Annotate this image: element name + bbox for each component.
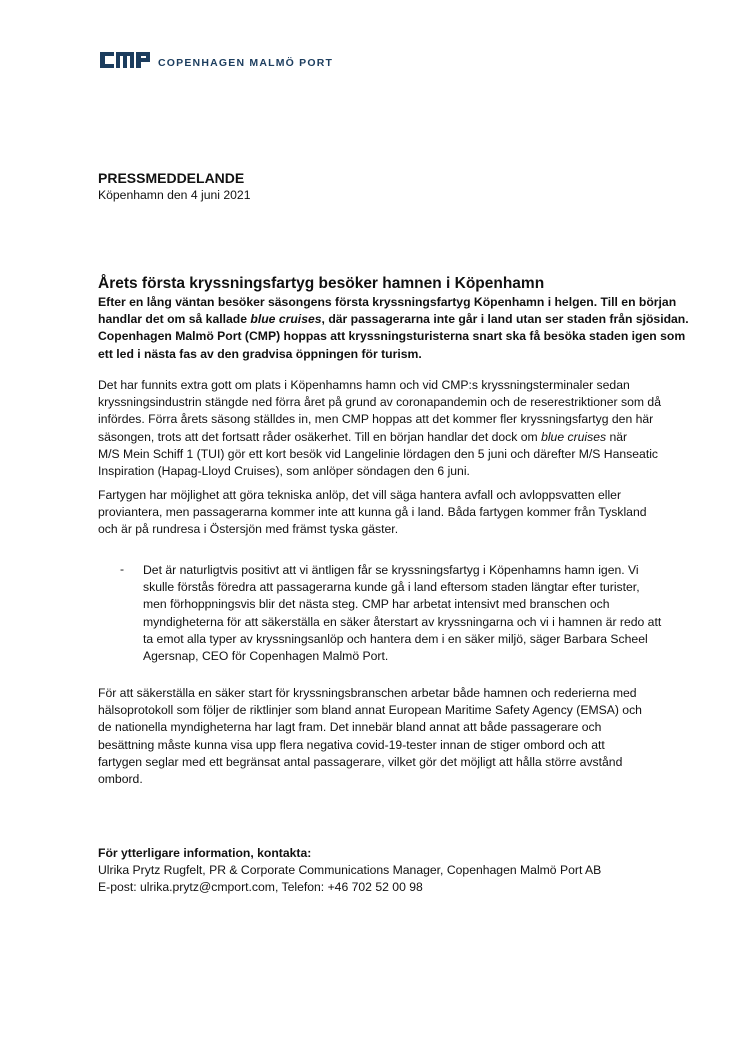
text-segment: de nationella myndigheterna har lagt fram. Det innebär bland annat att både passagerare och xyxy=(98,720,602,735)
cmp-logo xyxy=(100,50,333,70)
italic-term: blue cruises xyxy=(541,429,607,444)
text-line xyxy=(98,328,686,345)
paragraph-contact xyxy=(98,845,678,897)
text-segment: ta emot alla typer av kryssningsanlöp och hantera dem i en säker miljö, säger Barbara Scheel xyxy=(143,631,648,646)
text-segment: men förhoppningsvis blir det nästa steg. CMP har arbetat intensivt med branschen och xyxy=(143,597,610,612)
text-line xyxy=(98,311,689,328)
text-line xyxy=(98,702,678,719)
text-segment: fartygen seglar med ett begränsat antal passagerare, vilket gör det möjligt att hålla större avstånd xyxy=(98,754,623,769)
cmp-logo-mark-icon xyxy=(100,50,152,70)
text-segment: Det har funnits extra gott om plats i Köpenhamns hamn och vid CMP:s kryssningsterminaler sedan xyxy=(98,378,630,392)
text-line xyxy=(98,394,678,411)
paragraph-quote xyxy=(120,562,683,665)
text-segment: kryssningsindustrin stängde ned förra året på grund av coronapandemin och de reserestriktioner som då xyxy=(98,395,661,410)
press-date: Köpenhamn den 4 juni 2021 xyxy=(98,188,251,203)
text-line xyxy=(98,377,678,394)
paragraph-p1 xyxy=(98,377,678,480)
text-segment: proviantera, men passagerarna kommer inte att kunna gå i land. Båda fartygen kommer från Tyskland xyxy=(98,505,647,520)
text-segment: M/S Mein Schiff 1 (TUI) gör ett kort besök vid Langelinie lördagen den 5 juni och därefter M/S Hanseatic xyxy=(98,446,659,461)
text-segment: , där passagerarna inte går i land utan ser staden från sjösidan. xyxy=(321,312,689,327)
text-segment: För att säkerställa en säker start för kryssningsbranschen arbetar både hamnen och rederierna med xyxy=(98,686,637,700)
text-line xyxy=(143,596,683,613)
text-segment: Inspiration (Hapag-Lloyd Cruises), som anlöper söndagen den 6 juni. xyxy=(98,463,470,478)
text-line xyxy=(98,521,678,538)
text-line xyxy=(98,754,678,771)
text-segment: Ulrika Prytz Rugfelt, PR & Corporate Communications Manager, Copenhagen Malmö Port AB xyxy=(98,863,602,878)
logo-text: COPENHAGEN MALMÖ PORT xyxy=(158,57,334,69)
text-line xyxy=(143,579,683,596)
paragraph-p2 xyxy=(98,487,678,539)
text-line xyxy=(143,648,683,665)
text-segment: Agersnap, CEO för Copenhagen Malmö Port. xyxy=(143,648,389,663)
text-line xyxy=(143,614,683,631)
text-segment: besättning måste kunna visa upp flera negativa covid-19-tester innan de stiger ombord och att xyxy=(98,737,605,752)
text-segment: Det är naturligtvis positivt att vi äntligen får se kryssningsfartyg i Köpenhamns hamn igen. Vi xyxy=(143,563,639,577)
text-segment: när xyxy=(606,429,628,444)
italic-term: blue cruises xyxy=(250,312,322,327)
press-release-label: PRESSMEDDELANDE xyxy=(98,170,245,186)
text-line xyxy=(98,845,678,862)
text-line xyxy=(98,294,678,311)
text-line xyxy=(143,631,683,648)
text-segment: säsongen, trots att det fortsatt råder osäkerhet. Till en början handlar det dock om xyxy=(98,429,542,444)
text-segment: och är på rundresa i Östersjön med främst tyska gäster. xyxy=(98,522,399,537)
text-line xyxy=(98,862,678,879)
text-line xyxy=(98,463,678,480)
text-line xyxy=(98,737,678,754)
text-segment: ombord. xyxy=(98,771,143,786)
paragraph-p3 xyxy=(98,685,678,788)
text-segment: Efter en lång väntan besöker säsongens första kryssningsfartyg Köpenhamn i helgen. Till en början xyxy=(98,295,677,309)
text-segment: handlar det om så kallade xyxy=(98,312,251,327)
text-line xyxy=(98,411,678,428)
text-segment: infördes. Förra årets säsong ställdes in, men CMP hoppas att det kommer fler kryssningsfartyg den här xyxy=(98,412,654,427)
text-line xyxy=(98,346,678,363)
text-segment: Fartygen har möjlighet att göra tekniska anlöp, det vill säga hantera avfall och avloppsvatten eller xyxy=(98,488,622,502)
text-segment: myndigheterna för att säkerställa en säker återstart av kryssningarna och vi i hamnen är redo att xyxy=(143,614,662,629)
text-segment: För ytterligare information, kontakta: xyxy=(98,846,312,860)
text-line xyxy=(98,719,678,736)
headline-block xyxy=(98,274,678,294)
text-line xyxy=(98,504,678,521)
text-segment: skulle förstås föredra att passagerarna kunde gå i land eftersom staden längtar efter turister, xyxy=(143,580,640,595)
press-header xyxy=(98,170,678,204)
text-segment: ett led i nästa fas av den gradvisa öppningen för turism. xyxy=(98,346,422,361)
bullet-dash: - xyxy=(120,562,125,576)
text-line xyxy=(143,562,683,579)
headline: Årets första kryssningsfartyg besöker hamnen i Köpenhamn xyxy=(98,275,545,292)
text-line xyxy=(98,879,678,896)
text-line xyxy=(98,446,678,463)
text-line xyxy=(98,771,678,788)
text-line xyxy=(98,429,678,446)
text-line xyxy=(98,487,678,504)
text-segment: hälsoprotokoll som följer de riktlinjer som bland annat European Maritime Safety Agency (EMSA) och xyxy=(98,703,642,718)
text-segment: E-post: ulrika.prytz@cmport.com, Telefon: +46 702 52 00 98 xyxy=(98,880,423,895)
text-line xyxy=(98,685,678,702)
paragraph-lead xyxy=(98,294,689,363)
text-segment: Copenhagen Malmö Port (CMP) hoppas att kryssningsturisterna snart ska få besöka staden igen som xyxy=(98,329,686,344)
